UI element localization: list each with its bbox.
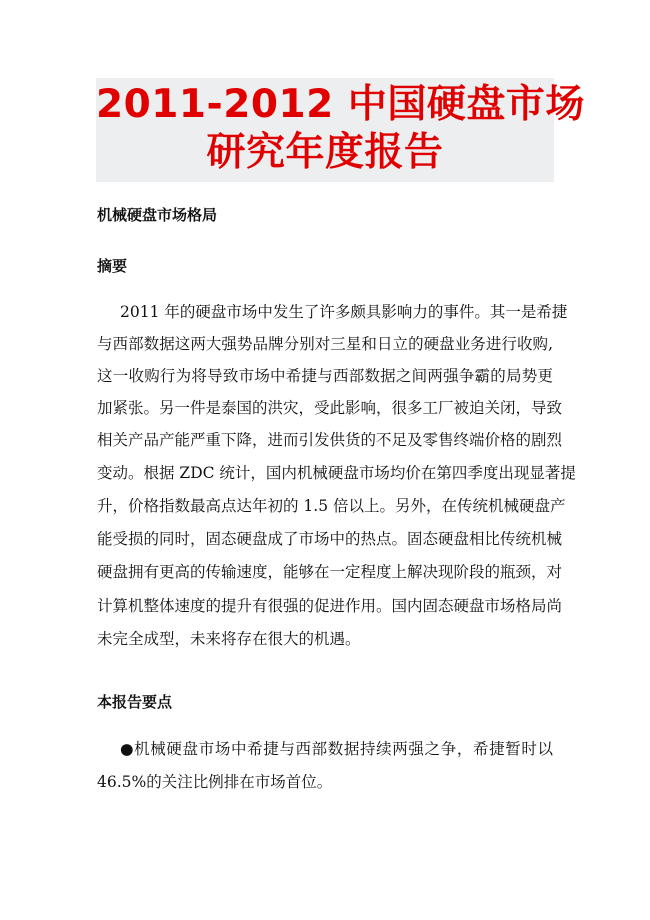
section-heading: 机械硬盘市场格局 — [97, 206, 218, 224]
title-banner — [96, 78, 585, 182]
abstract-line-3: 这一收购行为将导致市场中希捷与西部数据之间两强争霸的局势更 — [97, 367, 553, 385]
report-title-line-2: 研究年度报告 — [206, 130, 444, 175]
abstract-line-7: 升，价格指数最高点达年初的 1.5 倍以上。另外，在传统机械硬盘产 — [97, 497, 566, 515]
abstract-line-10: 计算机整体速度的提升有很强的促进作用。国内固态硬盘市场格局尚 — [97, 597, 563, 615]
key-points-heading: 本报告要点 — [97, 693, 173, 711]
report-title-line-1: 2011-2012 中国硬盘市场 — [96, 82, 585, 127]
abstract-line-1: 2011 年的硬盘市场中发生了许多颇具影响力的事件。其一是希捷 — [120, 303, 568, 321]
abstract-line-8: 能受损的同时，固态硬盘成了市场中的热点。固态硬盘相比传统机械 — [97, 530, 563, 548]
key-point-bullet-1-continuation: 46.5%的关注比例排在市场首位。 — [97, 773, 333, 791]
abstract-line-9: 硬盘拥有更高的传输速度，能够在一定程度上解决现阶段的瓶颈，对 — [97, 563, 563, 581]
key-point-bullet-1: ●机械硬盘市场中希捷与西部数据持续两强之争，希捷暂时以 — [120, 740, 553, 758]
abstract-line-6: 变动。根据 ZDC 统计，国内机械硬盘市场均价在第四季度出现显著提 — [97, 464, 576, 482]
abstract-line-11: 未完全成型，未来将存在很大的机遇。 — [97, 630, 361, 648]
abstract-line-2: 与西部数据这两大强势品牌分别对三星和日立的硬盘业务进行收购, — [97, 335, 553, 353]
abstract-line-4: 加紧张。另一件是泰国的洪灾，受此影响，很多工厂被迫关闭，导致 — [97, 399, 563, 417]
abstract-heading: 摘要 — [97, 257, 128, 275]
abstract-line-5: 相关产品产能严重下降，进而引发供货的不足及零售终端价格的剧烈 — [97, 431, 563, 449]
